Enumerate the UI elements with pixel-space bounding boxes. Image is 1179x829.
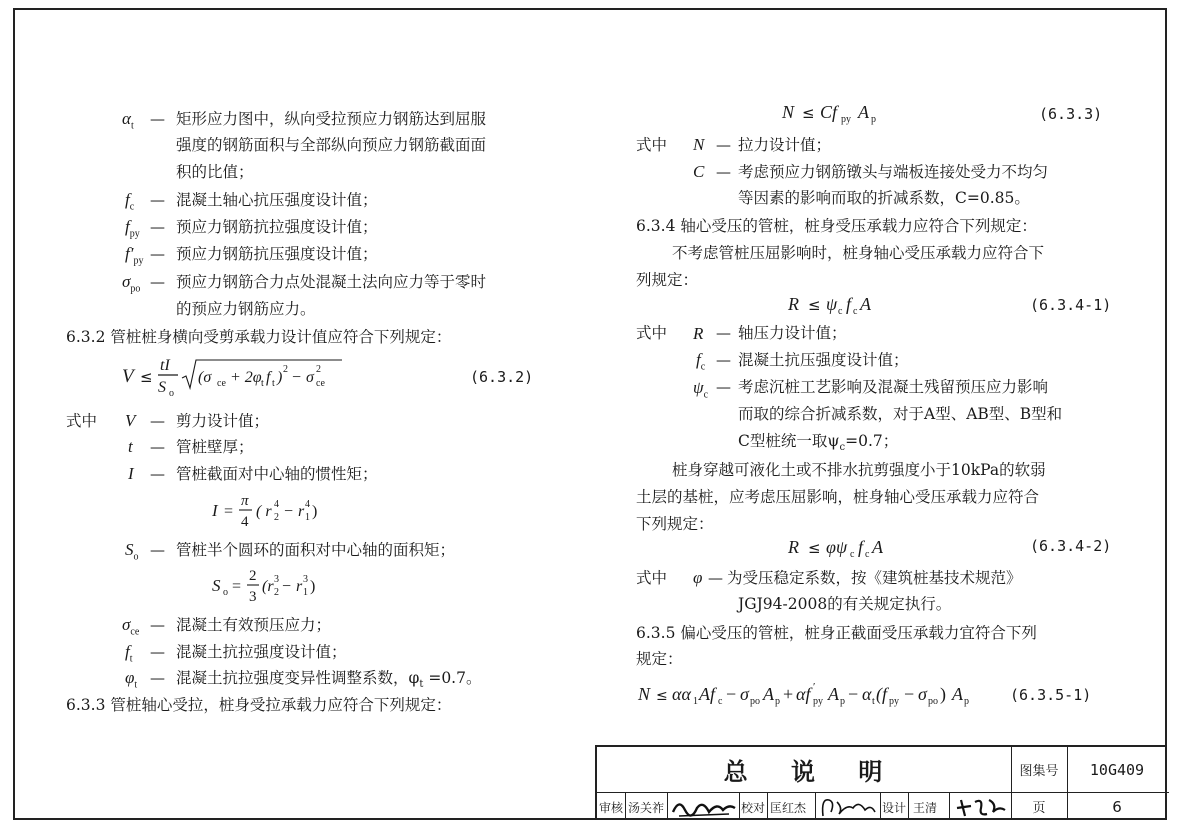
dash: — xyxy=(150,669,165,687)
svg-text:′: ′ xyxy=(813,681,816,693)
page-label: 页 xyxy=(1032,801,1046,816)
R-definition: 轴压力设计值； xyxy=(738,324,847,342)
svg-text:Af: Af xyxy=(699,684,715,704)
sigma-po-definition-line-1: 预应力钢筋合力点处混凝土法向应力等于零时 xyxy=(176,273,487,291)
symbol-fpy: $f_{py}$ xyxy=(125,217,140,240)
design-signature xyxy=(953,794,1009,820)
svg-text:r: r xyxy=(296,578,303,595)
clause-6-3-3: 6.3.3 管桩轴心受拉，桩身受拉承载力应符合下列规定： xyxy=(66,696,452,714)
dash: — xyxy=(150,273,165,291)
fpy-prime-definition: 预应力钢筋抗压强度设计值； xyxy=(176,245,378,263)
svg-text:): ) xyxy=(277,369,283,386)
symbol-psi-c: $\psi_c$ xyxy=(693,378,709,401)
psi-c-definition-line-3: C型桩统一取$\psi_c=0.7$； xyxy=(738,432,899,454)
svg-text:3: 3 xyxy=(303,574,308,585)
svg-text:φψ: φψ xyxy=(826,537,848,557)
svg-text:f: f xyxy=(846,294,852,314)
svg-text:tI: tI xyxy=(160,357,170,374)
equation-6-3-2 xyxy=(120,352,360,400)
svg-text:S: S xyxy=(212,576,221,595)
fc-right-definition: 混凝土抗压强度设计值； xyxy=(738,351,909,369)
symbol-ft: $f_t$ xyxy=(125,642,133,665)
atlas-number-label: 图集号 xyxy=(1019,764,1059,779)
clause-6-3-4: 6.3.4 轴心受压的管桩，桩身受压承载力应符合下列规定： xyxy=(636,217,1037,235)
I-definition: 管桩截面对中心轴的惯性矩； xyxy=(176,465,378,483)
alpha-t-definition-line-2: 强度的钢筋面积与全部纵向预应力钢筋截面面 xyxy=(176,136,487,154)
dash: — xyxy=(150,616,165,634)
So-definition: 管桩半个圆环的面积对中心轴的面积矩； xyxy=(176,541,456,559)
equation-number-6-3-2: (6.3.2) xyxy=(470,368,534,386)
svg-text:(f: (f xyxy=(876,684,887,704)
symbol-phi-t: $\varphi_t$ xyxy=(125,668,138,691)
svg-text:π: π xyxy=(241,493,249,509)
svg-text:4: 4 xyxy=(274,499,279,510)
svg-text:1: 1 xyxy=(303,587,308,598)
svg-text:1: 1 xyxy=(693,696,698,707)
shizhong-label: 式中 xyxy=(636,136,668,154)
svg-text:c: c xyxy=(838,306,843,317)
svg-text:≤: ≤ xyxy=(140,368,153,386)
svg-text:4: 4 xyxy=(241,514,249,530)
phi-definition-line-1: 为受压稳定系数，按《建筑桩基技术规范》 xyxy=(727,569,1022,587)
svg-text:A: A xyxy=(763,684,774,704)
fc-definition: 混凝土轴心抗压强度设计值； xyxy=(176,191,378,209)
symbol-V: V xyxy=(125,411,136,430)
symbol-R: R xyxy=(693,324,704,343)
svg-text:py: py xyxy=(889,696,899,707)
svg-text:o: o xyxy=(169,388,174,399)
ft-definition: 混凝土抗拉强度设计值； xyxy=(176,643,347,661)
psi-c-definition-line-2: 而取的综合折减系数，对于A型、AB型、B型和 xyxy=(738,405,1063,423)
svg-text:≤: ≤ xyxy=(802,104,815,122)
svg-text:αf: αf xyxy=(796,684,811,704)
svg-text:p: p xyxy=(871,114,876,125)
svg-text:c: c xyxy=(850,549,855,560)
formula-I xyxy=(210,488,340,534)
svg-text:N: N xyxy=(782,102,795,122)
dash: — xyxy=(150,191,165,209)
svg-text:4: 4 xyxy=(305,499,310,510)
check-signature xyxy=(817,794,879,820)
dash: — xyxy=(150,412,165,430)
symbol-C: C xyxy=(693,162,705,181)
alpha-t-definition-line-3: 积的比值； xyxy=(176,163,254,181)
svg-text:+: + xyxy=(783,684,794,704)
equation-number-6-3-3: (6.3.3) xyxy=(1039,105,1103,123)
symbol-fc-right: $f_c$ xyxy=(696,350,706,373)
svg-text:≤: ≤ xyxy=(656,688,668,704)
svg-text:N: N xyxy=(638,684,651,704)
svg-text:A: A xyxy=(828,684,839,704)
svg-text:(r: (r xyxy=(262,578,274,595)
equation-6-3-4-2 xyxy=(786,533,946,563)
clause-6-3-5-line-1: 6.3.5 偏心受压的管桩，桩身正截面受压承载力宜符合下列 xyxy=(636,624,1037,642)
svg-text:S: S xyxy=(158,379,166,396)
svg-text:): ) xyxy=(940,684,946,704)
review-label: 审核 xyxy=(599,801,624,815)
clause-6-3-2: 6.3.2 管桩桩身横向受剪承载力设计值应符合下列规定： xyxy=(66,328,452,346)
svg-text:p: p xyxy=(964,696,969,707)
svg-text:≤: ≤ xyxy=(808,539,821,557)
symbol-fpy-prime: $f'_{py}$ xyxy=(125,244,144,267)
dash: — xyxy=(150,218,165,236)
svg-text:−: − xyxy=(904,684,915,704)
symbol-alpha-t: $\alpha_t$ xyxy=(122,109,134,132)
svg-text:3: 3 xyxy=(274,574,279,585)
dash: — xyxy=(150,438,165,456)
svg-text:py: py xyxy=(813,696,823,707)
dash: — xyxy=(716,163,731,181)
dash: — xyxy=(150,465,165,483)
dash: — xyxy=(708,569,723,587)
svg-text:σ: σ xyxy=(918,684,927,704)
alpha-t-definition-line-1: 矩形应力图中，纵向受拉预应力钢筋达到屈服 xyxy=(176,110,487,128)
clause-6-3-4-para-line-1: 不考虑管桩压屈影响时，桩身轴心受压承载力应符合下 xyxy=(672,244,1045,262)
svg-text:=: = xyxy=(232,578,242,595)
svg-text:I: I xyxy=(212,501,218,520)
shizhong-label: 式中 xyxy=(636,569,668,587)
svg-text:po: po xyxy=(750,696,760,707)
svg-text:po: po xyxy=(928,696,938,707)
svg-text:σ: σ xyxy=(740,684,749,704)
symbol-sigma-po: $\sigma_{po}$ xyxy=(122,272,141,295)
svg-text:2: 2 xyxy=(274,587,279,598)
dash: — xyxy=(716,351,731,369)
V-definition: 剪力设计值； xyxy=(176,412,270,430)
atlas-number: 10G409 xyxy=(1089,760,1145,779)
design-label: 设计 xyxy=(882,801,907,815)
svg-text:αα: αα xyxy=(672,684,691,704)
svg-text:3: 3 xyxy=(249,589,257,605)
equation-6-3-3 xyxy=(780,98,930,128)
dash: — xyxy=(150,541,165,559)
svg-text:R: R xyxy=(788,537,799,557)
svg-text:A: A xyxy=(860,294,871,314)
buckling-para-line-2: 土层的基桩，应考虑压屈影响，桩身轴心受压承载力应符合 xyxy=(636,488,1040,506)
svg-text:2: 2 xyxy=(283,364,288,375)
sigma-po-definition-line-2: 的预应力钢筋应力。 xyxy=(176,300,316,318)
design-name: 王清 xyxy=(913,801,938,815)
svg-text:2: 2 xyxy=(274,512,279,523)
svg-text:≤: ≤ xyxy=(808,296,821,314)
equation-number-6-3-5-1: (6.3.5-1) xyxy=(1010,686,1092,704)
svg-text:−: − xyxy=(726,684,737,704)
svg-text:+ 2φ: + 2φ xyxy=(230,369,262,386)
svg-text:py: py xyxy=(841,114,851,125)
phi-definition-line-2: JGJ94-2008的有关规定执行。 xyxy=(738,595,952,613)
svg-text:f: f xyxy=(858,537,864,557)
symbol-fc: $f_c$ xyxy=(125,190,135,213)
svg-text:V: V xyxy=(122,366,134,387)
svg-text:c: c xyxy=(865,549,870,560)
svg-text:f: f xyxy=(266,369,271,386)
svg-text:(σ: (σ xyxy=(198,369,212,386)
C-definition-line-2: 等因素的影响而取的折减系数，C=0.85。 xyxy=(738,189,1030,207)
symbol-sigma-ce: $\sigma_{ce}$ xyxy=(122,615,140,638)
svg-text:−: − xyxy=(848,684,859,704)
svg-text:c: c xyxy=(718,696,723,707)
svg-text:Cf: Cf xyxy=(820,102,838,122)
svg-text:ce: ce xyxy=(217,378,226,389)
shizhong-label: 式中 xyxy=(66,412,98,430)
svg-text:t: t xyxy=(872,696,875,707)
dash: — xyxy=(150,643,165,661)
review-signature xyxy=(669,794,739,820)
symbol-So: $S_o$ xyxy=(125,540,139,563)
svg-text:A: A xyxy=(952,684,963,704)
equation-6-3-4-1 xyxy=(786,290,936,320)
t-definition: 管桩壁厚； xyxy=(176,438,254,456)
svg-text:ψ: ψ xyxy=(826,294,838,314)
dash: — xyxy=(150,110,165,128)
clause-6-3-5-line-2: 规定： xyxy=(636,650,683,668)
signature-row xyxy=(597,793,1011,820)
svg-text:r: r xyxy=(298,503,305,520)
svg-text:−: − xyxy=(282,578,292,595)
svg-text:o: o xyxy=(223,587,228,598)
svg-text:c: c xyxy=(853,306,858,317)
svg-text:R: R xyxy=(788,294,799,314)
page-number: 6 xyxy=(1112,797,1122,816)
drawing-title: 总 说 明 xyxy=(723,758,885,786)
fpy-definition: 预应力钢筋抗拉强度设计值； xyxy=(176,218,378,236)
buckling-para-line-1: 桩身穿越可液化土或不排水抗剪强度小于10kPa的软弱 xyxy=(672,461,1046,479)
check-label: 校对 xyxy=(741,801,766,815)
svg-text:σ: σ xyxy=(306,369,314,386)
svg-text:t: t xyxy=(261,378,264,389)
dash: — xyxy=(716,324,731,342)
title-block xyxy=(595,745,1167,820)
buckling-para-line-3: 下列规定： xyxy=(636,515,714,533)
psi-c-definition-line-1: 考虑沉桩工艺影响及混凝土残留预压应力影响 xyxy=(738,378,1049,396)
svg-text:t: t xyxy=(272,378,275,389)
phi-t-definition: 混凝土抗拉强度变异性调整系数，$\varphi_t =0.7$。 xyxy=(176,669,482,691)
N-definition: 拉力设计值； xyxy=(738,136,832,154)
dash: — xyxy=(716,136,731,154)
svg-text:A: A xyxy=(872,537,883,557)
svg-text:−: − xyxy=(284,503,294,520)
svg-text:1: 1 xyxy=(305,512,310,523)
symbol-N: N xyxy=(693,135,705,154)
dash: — xyxy=(716,378,731,396)
svg-text:( r: ( r xyxy=(256,503,272,520)
dash: — xyxy=(150,245,165,263)
svg-text:−: − xyxy=(292,369,302,386)
svg-text:): ) xyxy=(312,503,318,520)
review-name: 汤关祚 xyxy=(628,801,665,815)
svg-text:p: p xyxy=(840,696,845,707)
equation-6-3-5-1 xyxy=(636,678,1036,712)
svg-text:2: 2 xyxy=(249,568,257,584)
equation-number-6-3-4-2: (6.3.4-2) xyxy=(1030,537,1112,555)
symbol-I: I xyxy=(128,464,134,483)
clause-6-3-4-para-line-2: 列规定： xyxy=(636,271,699,289)
svg-text:=: = xyxy=(224,503,234,520)
formula-So xyxy=(210,563,340,609)
svg-text:A: A xyxy=(858,102,869,122)
check-name: 匡红杰 xyxy=(770,801,807,815)
C-definition-line-1: 考虑预应力钢筋镦头与端板连接处受力不均匀 xyxy=(738,163,1049,181)
sigma-ce-definition: 混凝土有效预压应力； xyxy=(176,616,332,634)
equation-number-6-3-4-1: (6.3.4-1) xyxy=(1030,296,1112,314)
svg-text:p: p xyxy=(775,696,780,707)
symbol-t: t xyxy=(128,437,133,456)
svg-text:α: α xyxy=(862,684,872,704)
svg-text:): ) xyxy=(310,578,316,595)
svg-text:ce: ce xyxy=(316,378,325,389)
shizhong-label: 式中 xyxy=(636,324,668,342)
symbol-phi: φ xyxy=(693,568,703,587)
svg-text:2: 2 xyxy=(316,364,321,375)
